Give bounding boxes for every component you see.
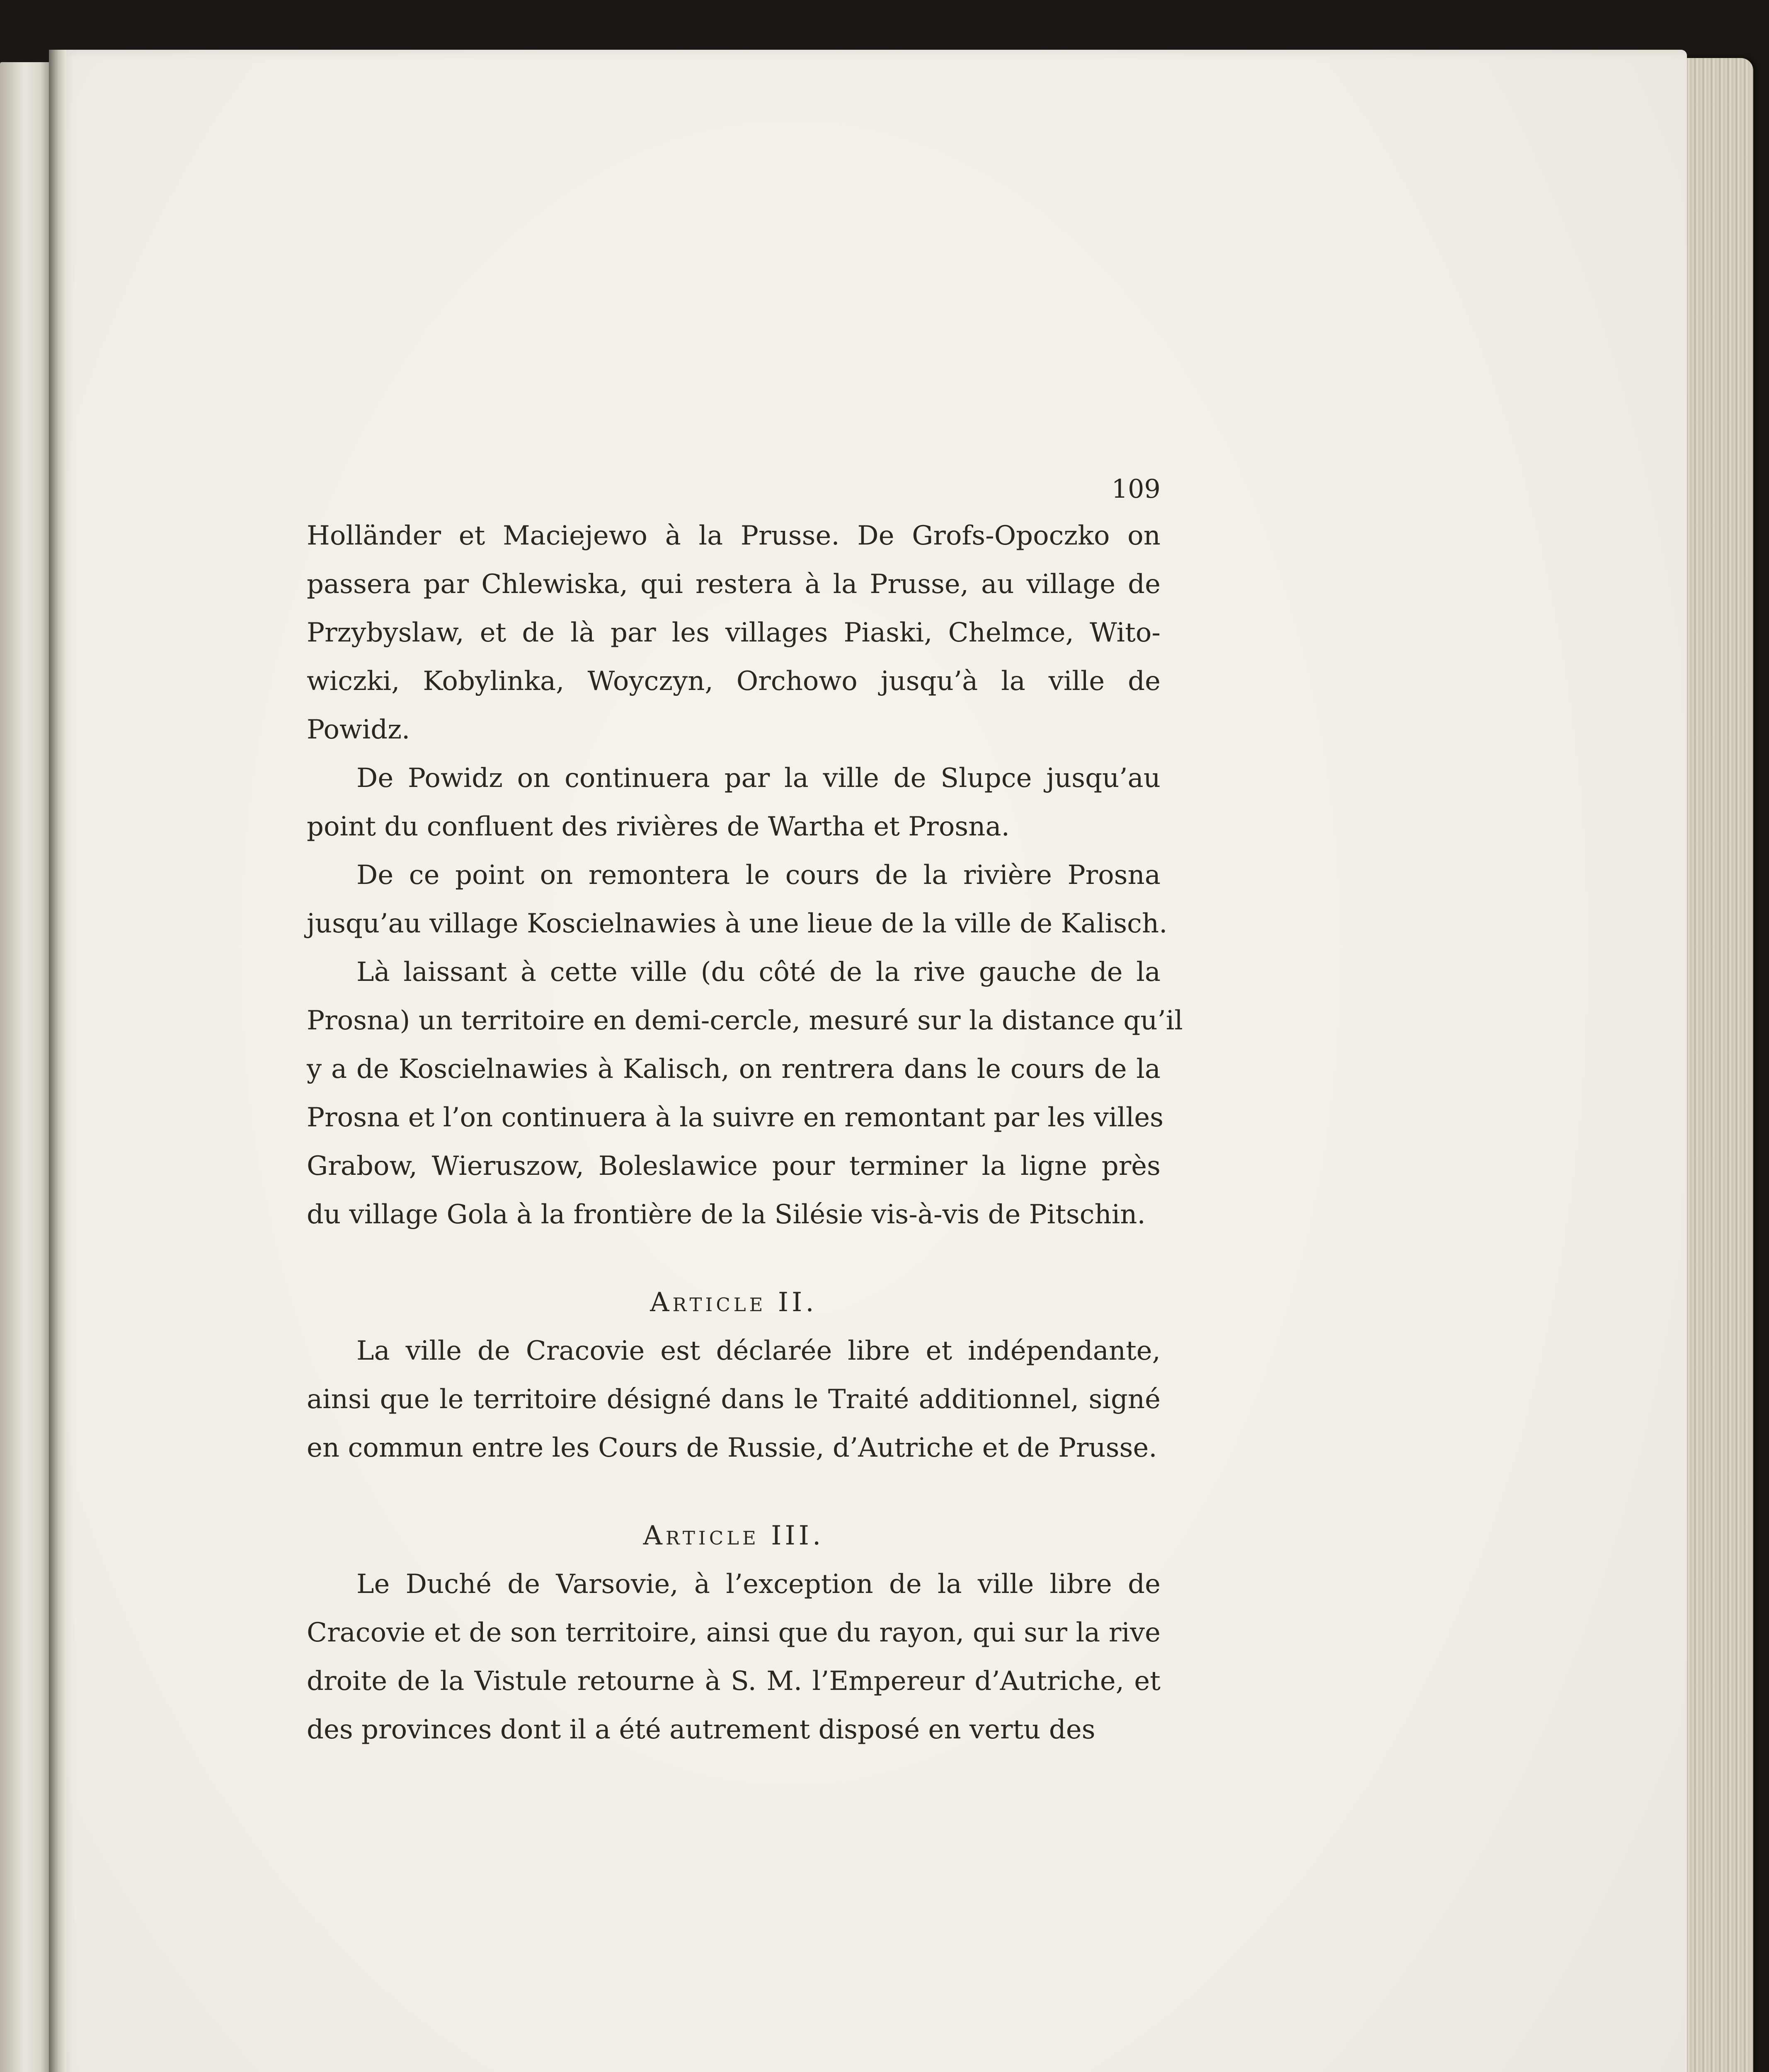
page-body (307, 512, 1183, 1754)
text-line: des provinces dont il a été autrement disposé en vertu des (307, 1714, 1095, 1745)
paragraph (307, 851, 1168, 948)
text-line: Prosna) un territoire en demi-cercle, mesuré sur la distance qu’il (307, 1005, 1183, 1036)
book-gutter (49, 50, 66, 2072)
page-text-block (307, 466, 1183, 1754)
text-line: De ce point on remontera le cours de la rivière Prosna (356, 860, 1161, 891)
text-line: en commun entre les Cours de Russie, d’Autriche et de Prusse. (307, 1433, 1157, 1463)
left-page-edge (0, 62, 54, 2072)
text-line: La ville de Cracovie est déclarée libre et indépendante, (356, 1336, 1161, 1366)
paragraph (307, 754, 1161, 851)
paragraph (307, 948, 1183, 1239)
paragraph (307, 1327, 1161, 1472)
paragraph (307, 512, 1161, 754)
text-line: du village Gola à la frontière de la Silésie vis-à-vis de Pitschin. (307, 1199, 1146, 1230)
paragraph (307, 1560, 1161, 1754)
article-heading: Article III. (643, 1520, 824, 1551)
text-line: jusqu’au village Koscielnawies à une lieue de la ville de Kalisch. (307, 908, 1168, 939)
text-line: wiczki, Kobylinka, Woyczyn, Orchowo jusqu’à la ville de (307, 666, 1161, 697)
text-line: passera par Chlewiska, qui restera à la Prusse, au village de (307, 569, 1161, 600)
text-line: De Powidz on continuera par la ville de Slupce jusqu’au (356, 763, 1161, 794)
article-heading: Article II. (650, 1287, 817, 1318)
text-line: Holländer et Maciejewo à la Prusse. De Grofs-Opoczko on (307, 520, 1161, 551)
text-line: Powidz. (307, 714, 410, 745)
text-line: y a de Koscielnawies à Kalisch, on rentrera dans le cours de la (307, 1054, 1161, 1084)
text-line: Le Duché de Varsovie, à l’exception de la ville libre de (356, 1569, 1161, 1600)
text-line: Grabow, Wieruszow, Boleslawice pour terminer la ligne près (307, 1151, 1161, 1181)
text-line: ainsi que le territoire désigné dans le Traité additionnel, signé (307, 1384, 1161, 1415)
text-line: Cracovie et de son territoire, ainsi que du rayon, qui sur la rive (307, 1617, 1161, 1648)
text-line: point du confluent des rivières de Wartha et Prosna. (307, 811, 1010, 842)
text-line: Là laissant à cette ville (du côté de la rive gauche de la (356, 957, 1161, 988)
text-line: droite de la Vistule retourne à S. M. l’Empereur d’Autriche, et (307, 1666, 1161, 1697)
text-line: Przybyslaw, et de là par les villages Piaski, Chelmce, Wito- (307, 617, 1161, 648)
page-number: 109 (1111, 474, 1161, 504)
text-line: Prosna et l’on continuera à la suivre en remontant par les villes (307, 1102, 1164, 1133)
